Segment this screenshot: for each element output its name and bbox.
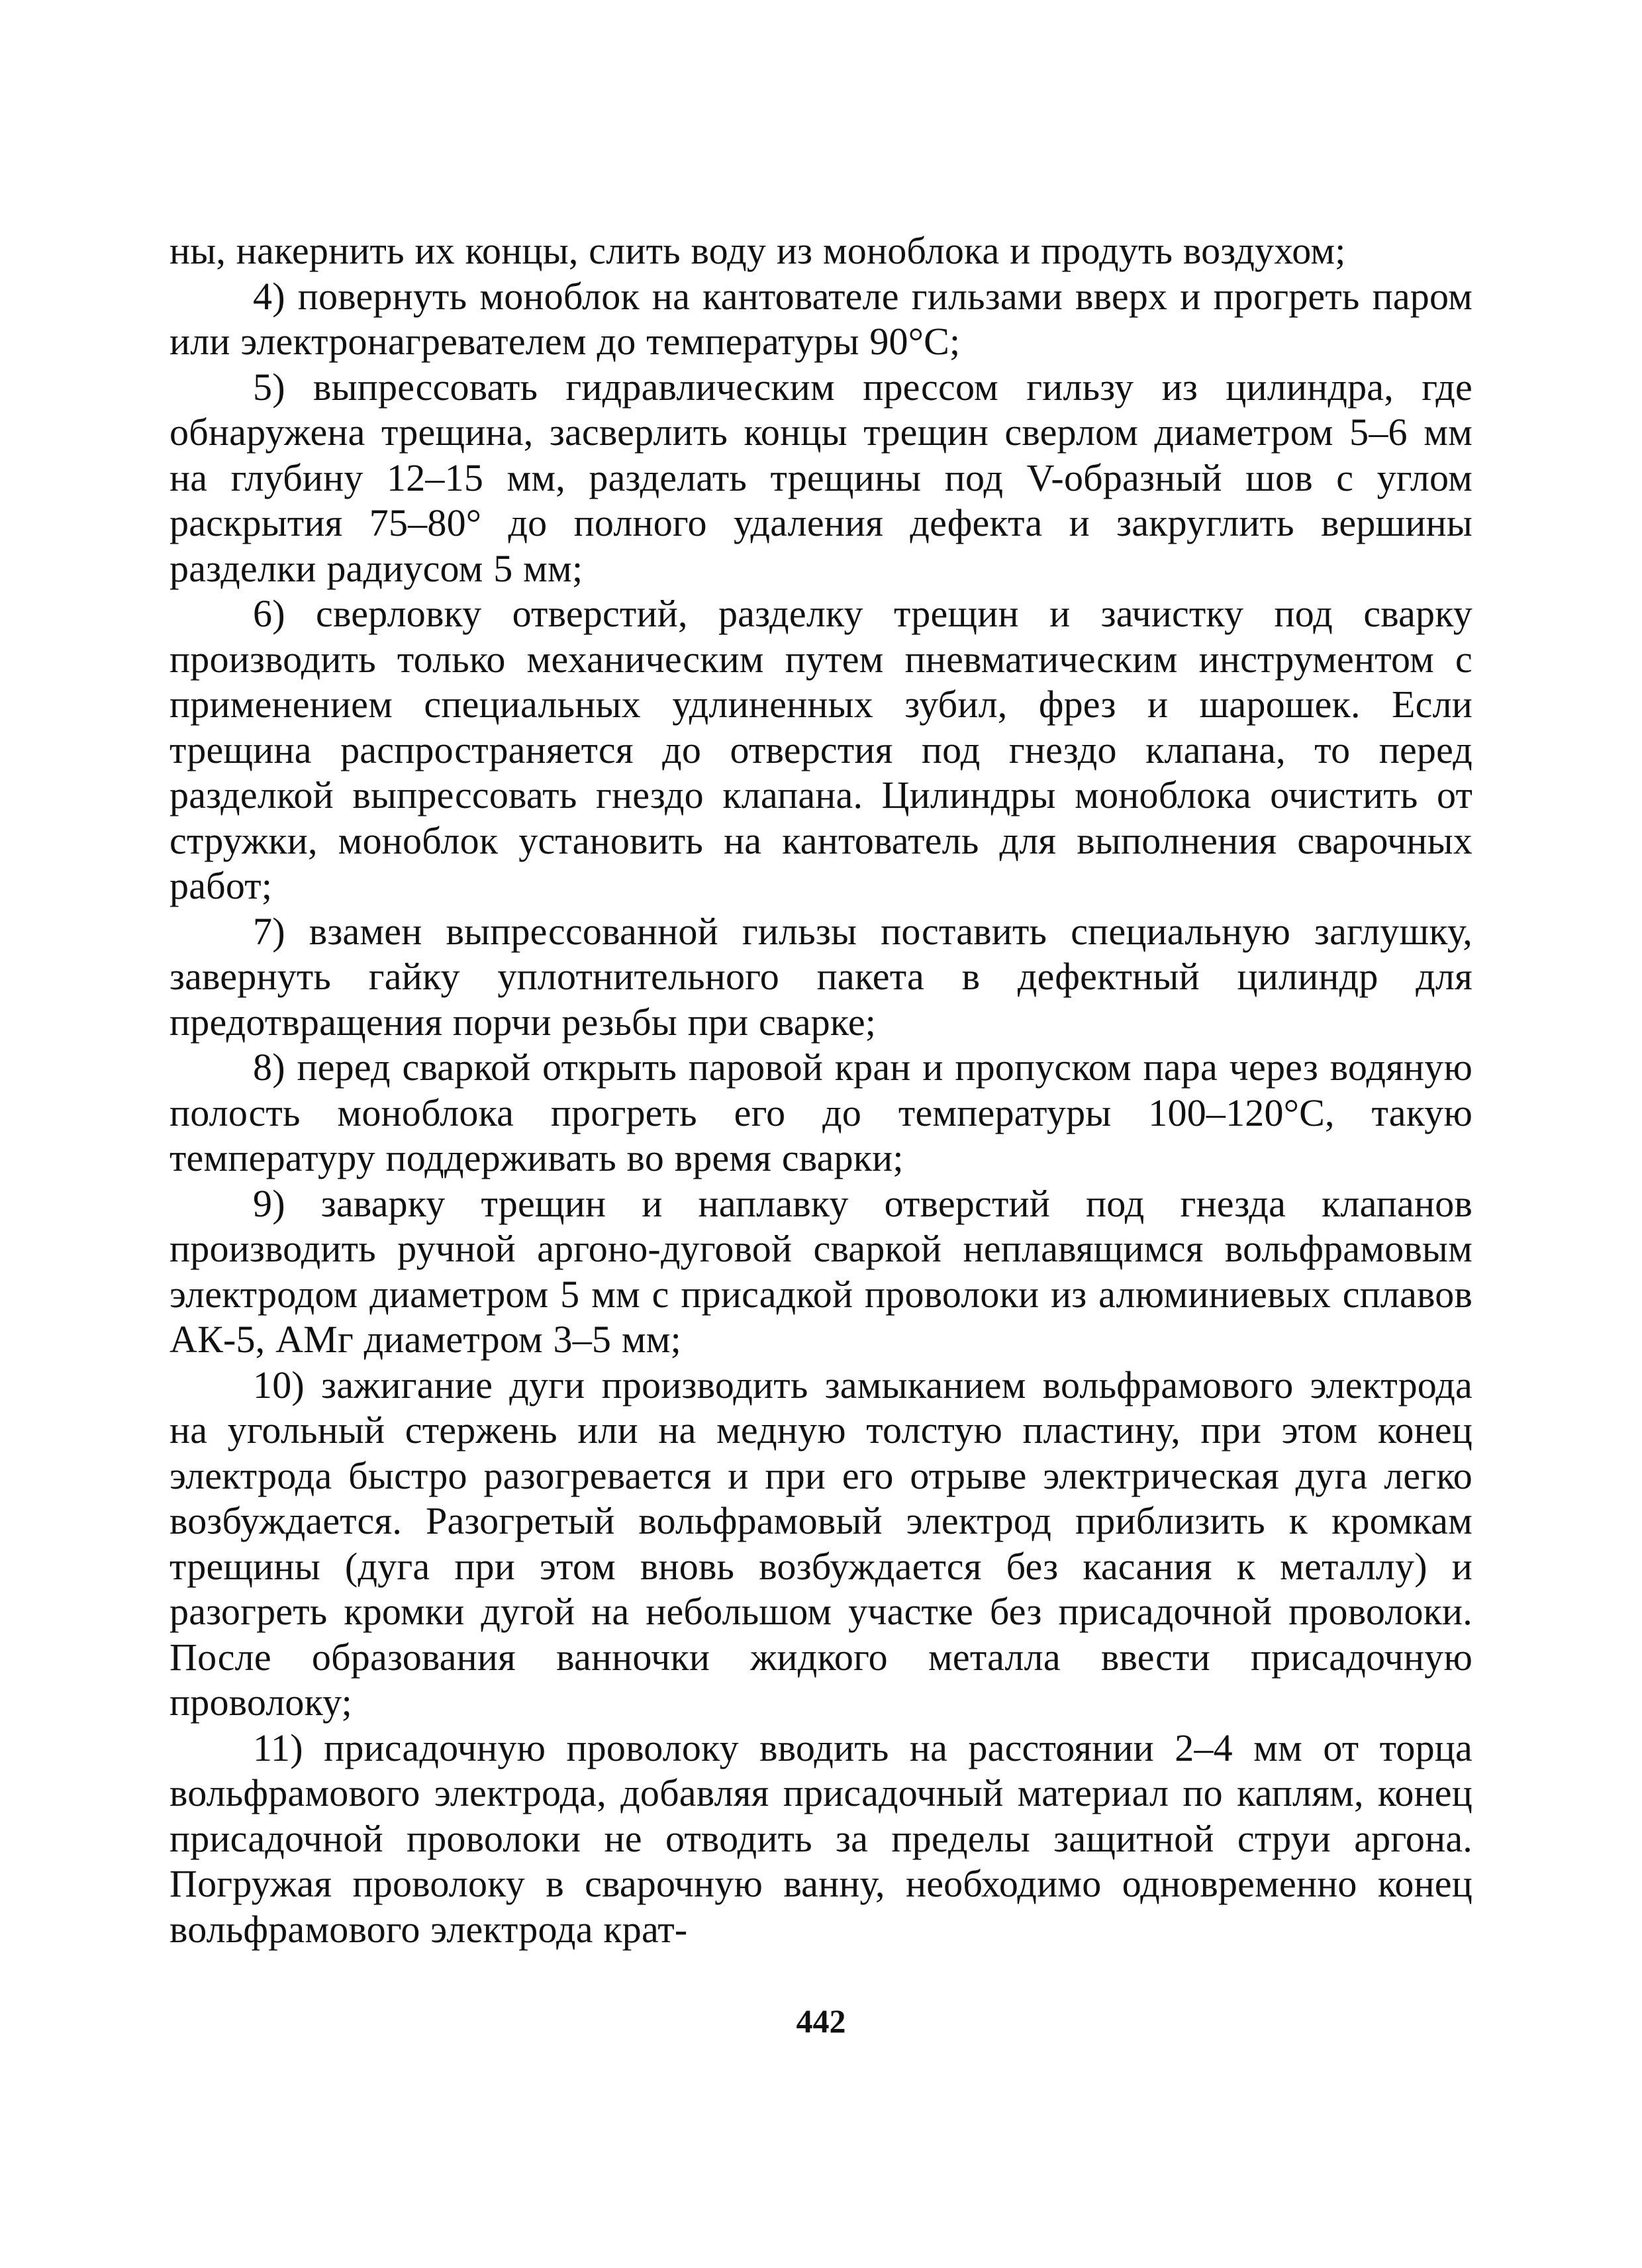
paragraph-step-11: 11) присадочную проволоку вводить на расстоянии 2–4 мм от торца вольфрамового электрода, добавляя присадочный материал по каплям, конец присадочной проволоки не отводить за пределы защитной струи аргона. Погружая проволоку в сварочную ванну, необходимо одновременно конец вольфрамового электрода крат-: [169, 1726, 1473, 1951]
body-text: [169, 228, 1473, 1952]
paragraph-step-10: 10) зажигание дуги производить замыканием вольфрамового электрода на угольный стержень или на медную толстую пластину, при этом конец электрода быстро разогревается и при его отрыве электрическая дуга легко возбуждается. Разогретый вольфрамовый электрод приблизить к кромкам трещины (дуга при этом вновь возбуждается без касания к металлу) и разогреть кромки дугой на небольшом участке без присадочной проволоки. После образования ванночки жидкого металла ввести присадочную проволоку;: [169, 1363, 1473, 1724]
paragraph-step-5: 5) выпрессовать гидравлическим прессом гильзу из цилиндра, где обнаружена трещина, засверлить концы трещин сверлом диаметром 5–6 мм на глубину 12–15 мм, разделать трещины под V-образный шов с углом раскрытия 75–80° до полного удаления дефекта и закруглить вершины разделки радиусом 5 мм;: [169, 365, 1473, 590]
page-number: 442: [796, 2002, 846, 2040]
paragraph-step-4: 4) повернуть моноблок на кантователе гильзами вверх и прогреть паром или электронагревателем до температуры 90°С;: [169, 274, 1473, 363]
paragraph-continuation: ны, накернить их концы, слить воду из моноблока и продуть воздухом;: [169, 229, 1346, 272]
paragraph-step-8: 8) перед сваркой открыть паровой кран и пропуском пара через водяную полость моноблока прогреть его до температуры 100–120°С, такую температуру поддерживать во время сварки;: [169, 1046, 1473, 1179]
paragraph-step-7: 7) взамен выпрессованной гильзы поставить специальную заглушку, завернуть гайку уплотнительного пакета в дефектный цилиндр для предотвращения порчи резьбы при сварке;: [169, 909, 1473, 1044]
paragraph-step-6: 6) сверловку отверстий, разделку трещин и зачистку под сварку производить только механическим путем пневматическим инструментом с применением специальных удлиненных зубил, фрез и шарошек. Если трещина распространяется до отверстия под гнездо клапана, то перед разделкой выпрессовать гнездо клапана. Цилиндры моноблока очистить от стружки, моноблок установить на кантователь для выполнения сварочных работ;: [169, 592, 1473, 907]
paragraph-step-9: 9) заварку трещин и наплавку отверстий под гнезда клапанов производить ручной аргоно-дуговой сваркой неплавящимся вольфрамовым электродом диаметром 5 мм с присадкой проволоки из алюминиевых сплавов АК-5, АМг диаметром 3–5 мм;: [169, 1181, 1473, 1361]
